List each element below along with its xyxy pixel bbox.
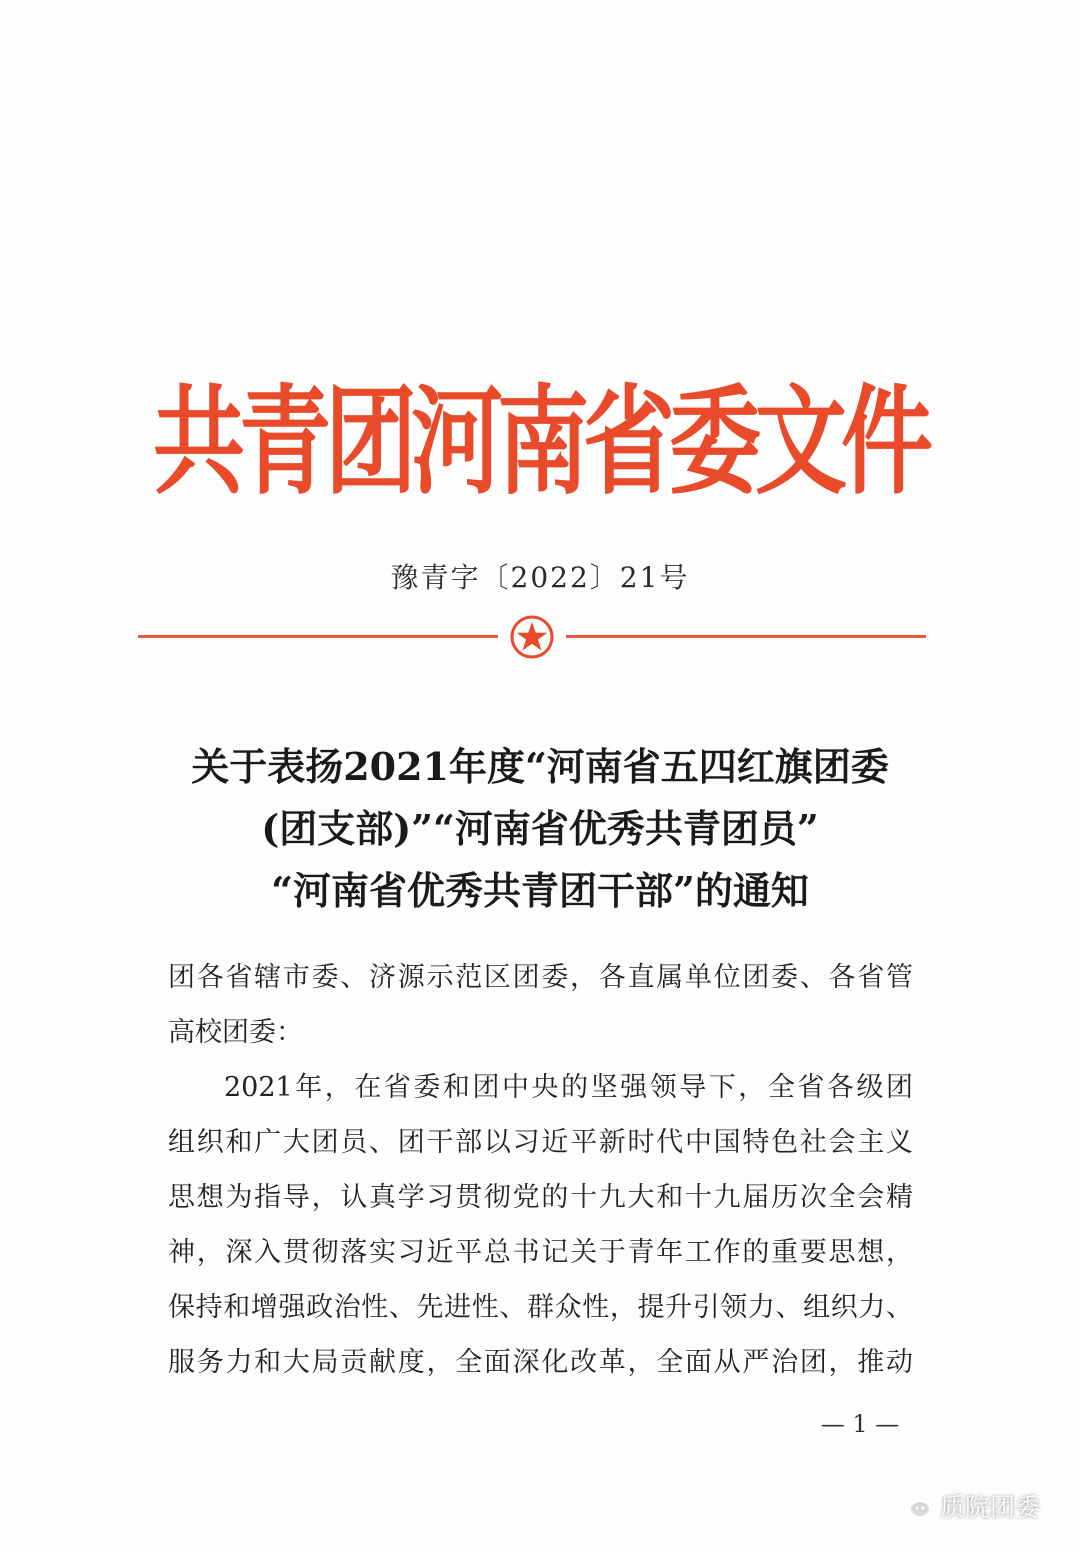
body-text-line: 组织和广大团员、团干部以习近平新时代中国特色社会主义 xyxy=(168,1127,913,1158)
notice-title-line: 关于表扬2021年度“河南省五四红旗团委 xyxy=(191,744,889,789)
body-text-line: 神，深入贯彻落实习近平总书记关于青年工作的重要思想， xyxy=(168,1237,913,1268)
document-number: 豫青字〔2022〕21号 xyxy=(390,561,690,594)
wechat-icon xyxy=(898,1491,932,1521)
notice-title-line: (团支部)”“河南省优秀共青团员” xyxy=(261,806,819,851)
recipient-line: 高校团委： xyxy=(168,1017,303,1048)
separator-rule-left xyxy=(138,635,498,638)
header-separator xyxy=(0,611,1080,661)
recipient-line: 团各省辖市委、济源示范区团委，各直属单位团委、各省管 xyxy=(168,962,913,993)
notice-title-line: “河南省优秀共青团干部”的通知 xyxy=(271,868,809,913)
body-text-line: 思想为指导，认真学习贯彻党的十九大和十九届历次全会精 xyxy=(168,1182,913,1213)
body-text-line: 保持和增强政治性、先进性、群众性，提升引领力、组织力、 xyxy=(168,1292,913,1323)
page-number: — 1 — xyxy=(820,1410,900,1438)
body-text-line: 服务力和大局贡献度，全面深化改革，全面从严治团，推动 xyxy=(168,1347,913,1378)
body-text-line: 2021年，在省委和团中央的坚强领导下，全省各级团 xyxy=(224,1072,913,1103)
notice-title xyxy=(100,736,980,922)
watermark-label: 质院团委 xyxy=(940,1493,1041,1522)
masthead-title: 共青团河南省委文件 xyxy=(152,373,927,511)
separator-rule-right xyxy=(566,635,926,638)
document-body xyxy=(168,950,913,1390)
red-star-emblem-icon xyxy=(508,613,556,661)
account-watermark xyxy=(898,1486,1040,1526)
